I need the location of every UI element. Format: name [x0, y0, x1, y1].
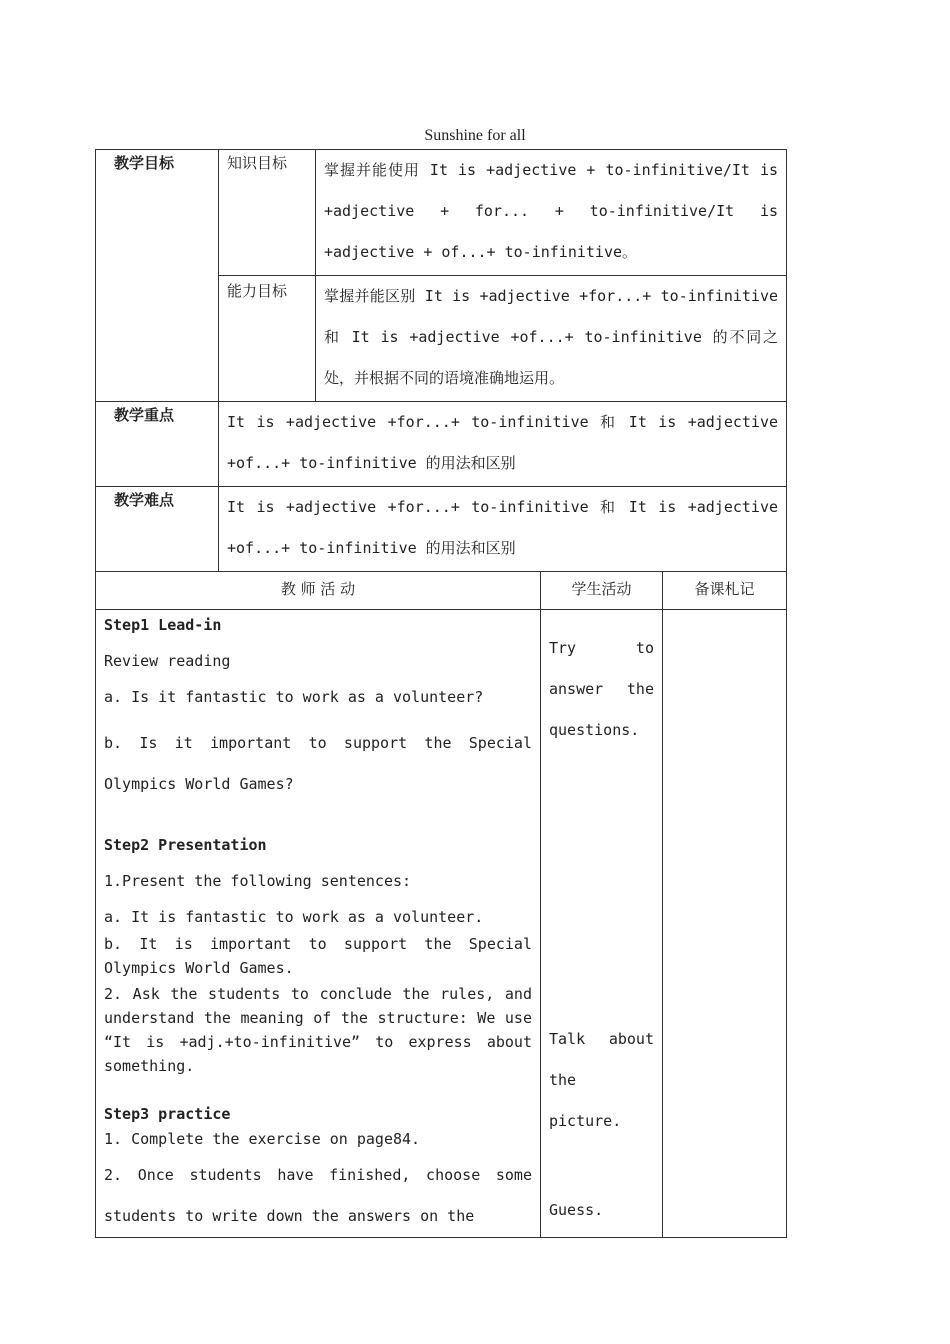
ability-label-cell [219, 276, 316, 402]
knowledge-text-cell [316, 150, 787, 276]
step1-question-b: b. Is it important to support the Special Olympics World Games? [104, 734, 532, 793]
ability-text-cell [316, 276, 787, 402]
difficult-point-text: It is +adjective +for...+ to-infinitive 和 It is +adjective +of...+ to-infinitive 的用法和区别 [227, 498, 779, 557]
student-activity-2: Talk about the picture. [549, 1030, 654, 1130]
step1-question-a: a. Is it fantastic to work as a volunteer? [104, 688, 484, 706]
objectives-label-cell [96, 150, 219, 402]
step2-sentence-a: a. It is fantastic to work as a volunteer. [104, 908, 484, 926]
key-point-text-cell [219, 402, 787, 487]
step2-sentence-b: b. It is important to support the Special Olympics World Games. [104, 935, 532, 977]
knowledge-label-cell [219, 150, 316, 276]
student-activity-1: Try to answer the questions. [549, 639, 654, 739]
difficult-point-text-cell [219, 487, 787, 572]
page-title: Sunshine for all [424, 127, 526, 144]
step2-title: Step2 Presentation [104, 836, 267, 854]
step2-item1: 1.Present the following sentences: [104, 872, 412, 890]
step3-title: Step3 practice [104, 1105, 231, 1123]
teacher-activity-cell [96, 610, 541, 1238]
key-point-label: 教学重点 [114, 406, 175, 424]
step3-item1: 1. Complete the exercise on page84. [104, 1130, 421, 1148]
difficult-point-label-cell [96, 487, 219, 572]
step3-item2: 2. Once students have finished, choose some students to write down the answers on the [104, 1166, 532, 1225]
teacher-header-label: 教 师 活 动 [280, 580, 356, 598]
notes-column-header [663, 572, 787, 610]
student-header-label: 学生活动 [571, 580, 632, 598]
objectives-label: 教学目标 [114, 154, 175, 172]
step2-item2: 2. Ask the students to conclude the rules, and understand the meaning of the structure: We use “It is +adj.+to-infinitive” to express about something. [104, 985, 532, 1075]
key-point-label-cell [96, 402, 219, 487]
student-activity-3: Guess. [549, 1201, 604, 1219]
knowledge-label: 知识目标 [227, 154, 288, 172]
teacher-column-header [96, 572, 541, 610]
student-column-header [541, 572, 663, 610]
key-point-text: It is +adjective +for...+ to-infinitive 和 It is +adjective +of...+ to-infinitive 的用法和区别 [227, 413, 779, 472]
ability-label: 能力目标 [227, 282, 288, 300]
ability-text: 掌握并能区别 It is +adjective +for...+ to-infinitive 和 It is +adjective +of...+ to-infinitive 的不同之处，并根据不同的语境准确地运用。 [324, 287, 779, 387]
lesson-plan-table [95, 149, 787, 1238]
notes-header-label: 备课札记 [694, 580, 755, 598]
student-activity-cell [541, 610, 663, 1238]
knowledge-text: 掌握并能使用 It is +adjective + to-infinitive/It is +adjective + for... + to-infinitive/It is +adjective + of...+ to-infinitive。 [324, 161, 779, 261]
difficult-point-label: 教学难点 [114, 491, 175, 509]
notes-cell [663, 610, 787, 1238]
step1-title: Step1 Lead-in [104, 616, 222, 634]
step1-line1: Review reading [104, 652, 231, 670]
